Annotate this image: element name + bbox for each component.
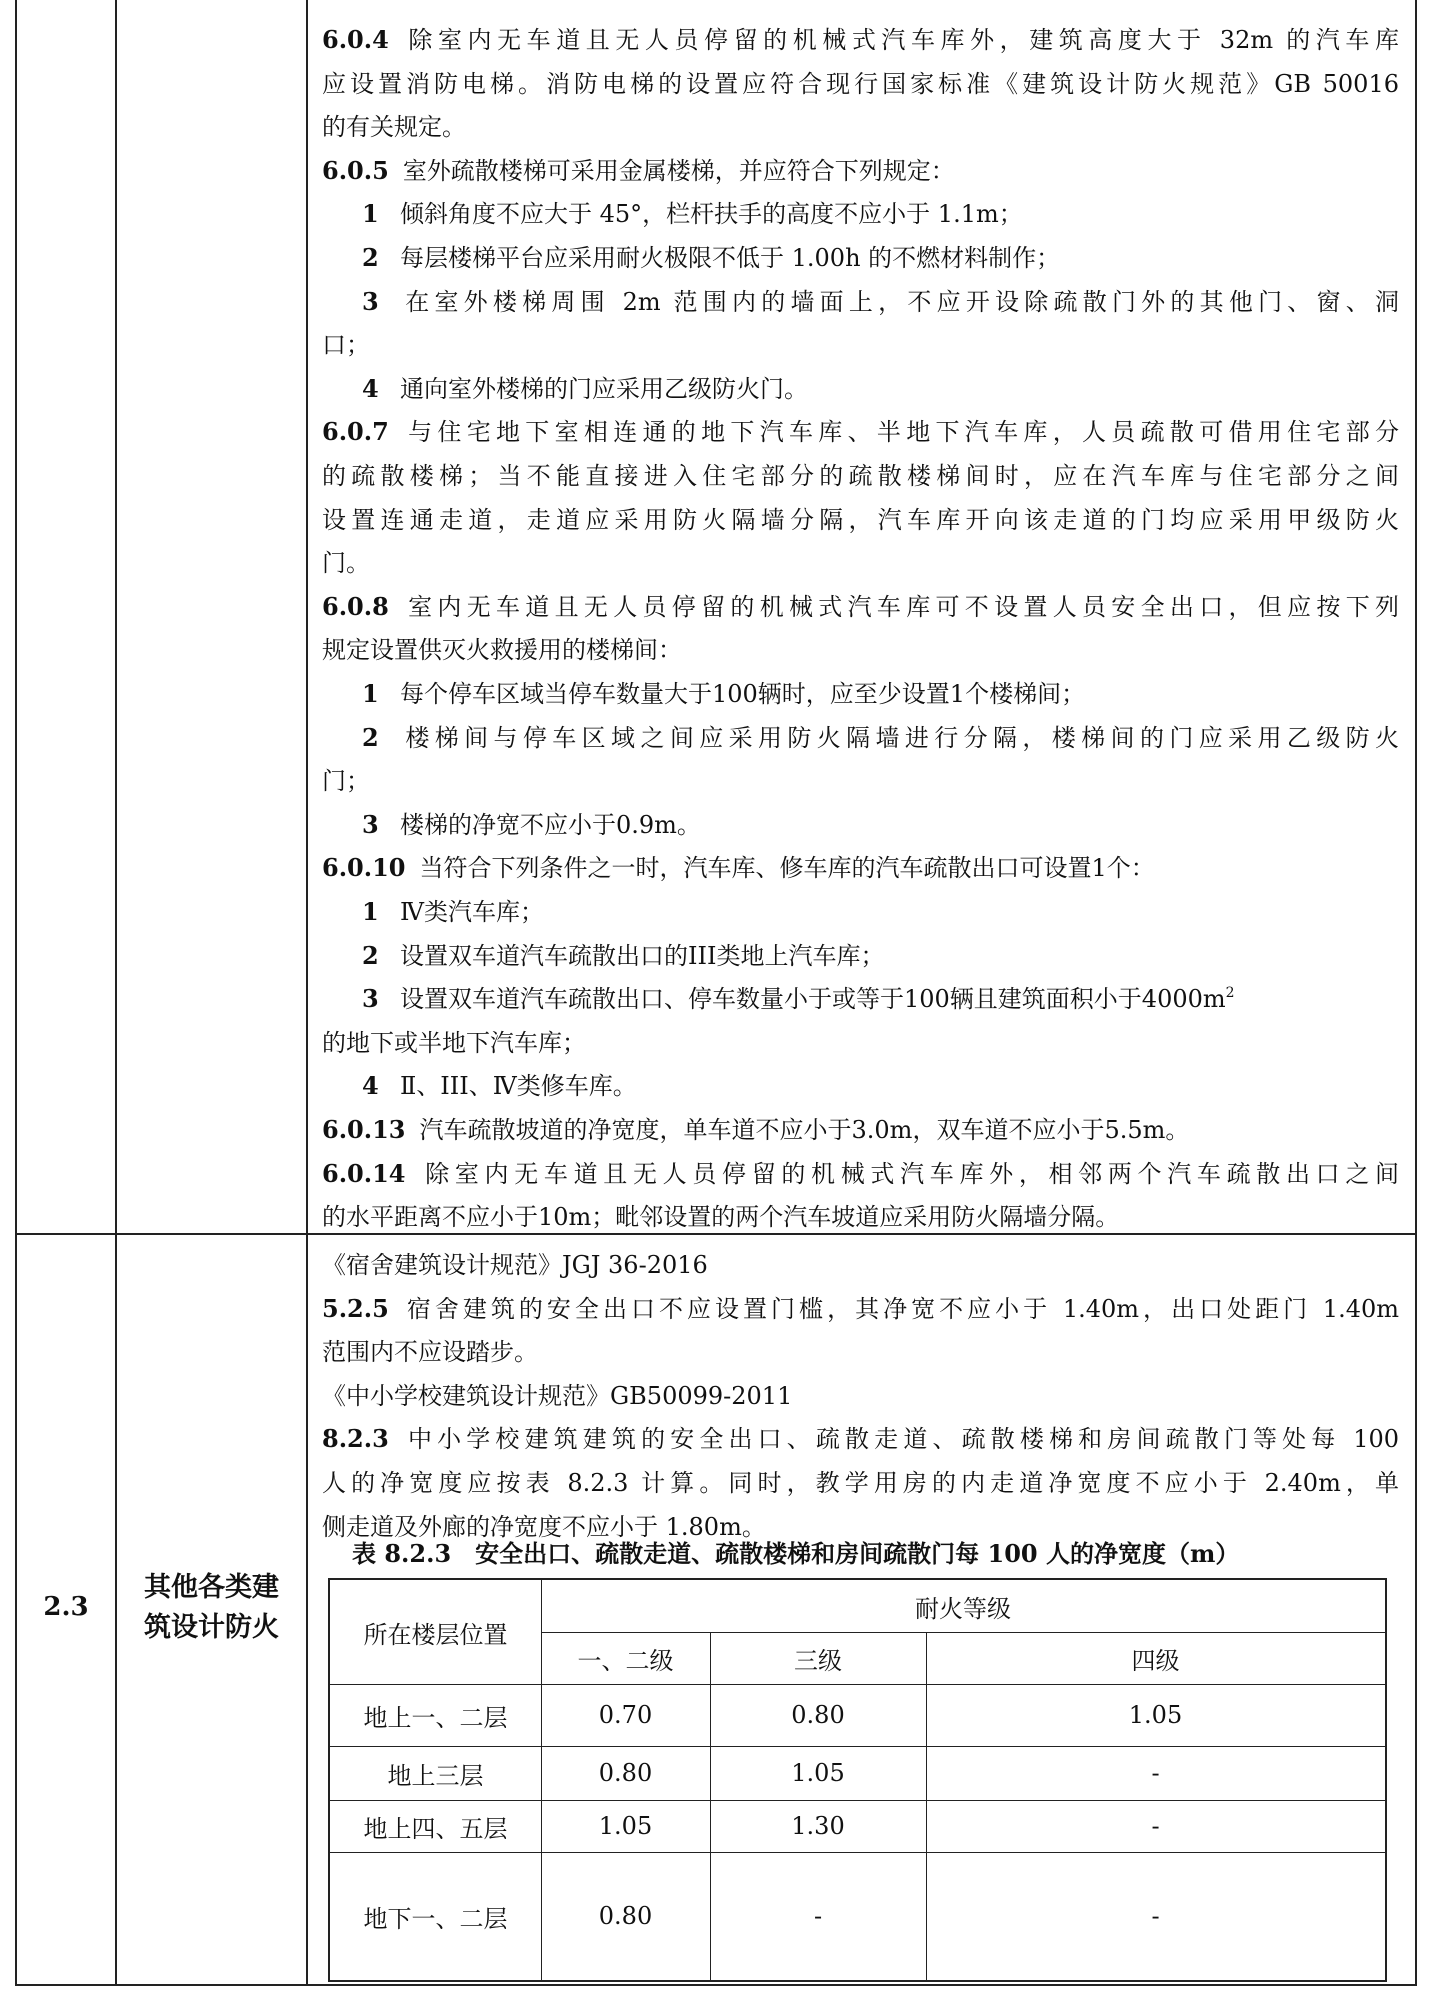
line-text: Ⅱ、III、Ⅳ类修车库。 xyxy=(400,1072,637,1101)
line-text: 在室外楼梯周围 2m 范围内的墙面上，不应开设除疏散门外的其他门、窗、洞 xyxy=(400,287,1399,316)
line-text: 门。 xyxy=(322,549,370,578)
text-line xyxy=(322,62,1399,106)
section-title-line: 筑设计防火 xyxy=(144,1612,279,1643)
document-page xyxy=(15,0,1417,1986)
line-text: 与住宅地下室相连通的地下汽车库、半地下汽车库，人员疏散可借用住宅部分 xyxy=(402,418,1399,447)
list-item xyxy=(322,977,1399,1021)
line-text: 楼梯的净宽不应小于0.9m。 xyxy=(400,810,701,839)
column-divider xyxy=(115,0,117,1984)
table-cell: 0.80 xyxy=(791,1701,845,1729)
item-number: 3 xyxy=(362,286,379,316)
list-item xyxy=(322,934,1399,978)
clause-first-line xyxy=(322,1108,1399,1152)
line-text: 楼梯间与停车区域之间应采用防火隔墙进行分隔，楼梯间的门应采用乙级防火 xyxy=(400,723,1399,752)
text-line xyxy=(322,105,1399,149)
text-line xyxy=(322,1330,1399,1374)
table-column-header: 三级 xyxy=(794,1646,842,1675)
list-item xyxy=(322,890,1399,934)
item-number: 1 xyxy=(362,679,379,708)
clause-first-line xyxy=(322,149,1399,193)
table-divider xyxy=(330,1800,1385,1801)
line-text: 设置双车道汽车疏散出口的III类地上汽车库； xyxy=(400,941,885,970)
line-text: 室外疏散楼梯可采用金属楼梯，并应符合下列规定： xyxy=(402,156,955,185)
table-row-header: 所在楼层位置 xyxy=(363,1620,508,1649)
column-divider xyxy=(306,0,308,1984)
clause-number: 6.0.7 xyxy=(322,417,389,447)
table-group-header: 耐火等级 xyxy=(915,1594,1011,1623)
table-cell: 0.70 xyxy=(598,1701,653,1729)
table-cell: 1.30 xyxy=(791,1812,845,1840)
table-cell: - xyxy=(1151,1812,1160,1840)
list-item xyxy=(322,803,1399,847)
item-number: 3 xyxy=(362,984,379,1014)
text-line xyxy=(322,759,1399,803)
line-text: 每个停车区域当停车数量大于100辆时，应至少设置1个楼梯间； xyxy=(400,680,1086,708)
line-text: 规定设置供灭火救援用的楼梯间： xyxy=(322,636,682,665)
clause-number: 6.0.5 xyxy=(322,155,389,185)
line-text: 通向室外楼梯的门应采用乙级防火门。 xyxy=(400,374,808,403)
row-2-content xyxy=(322,1243,1399,1543)
line-text: 口； xyxy=(322,331,370,360)
item-number: 1 xyxy=(362,199,379,229)
line-text: Ⅳ类汽车库； xyxy=(400,898,544,926)
item-number: 2 xyxy=(362,940,379,970)
clause-number: 6.0.8 xyxy=(322,591,389,621)
list-item xyxy=(322,192,1399,236)
line-text: 的疏散楼梯；当不能直接进入住宅部分的疏散楼梯间时，应在汽车库与住宅部分之间 xyxy=(322,462,1399,490)
line-text: 的有关规定。 xyxy=(322,113,466,142)
table-cell: 1.05 xyxy=(598,1812,653,1840)
standard-reference xyxy=(322,1243,1399,1287)
table-cell: - xyxy=(1151,1759,1160,1787)
line-text: 门； xyxy=(322,767,370,796)
table-divider xyxy=(330,1746,1385,1747)
clause-number: 6.0.10 xyxy=(322,853,406,883)
row-1-content xyxy=(322,18,1399,1232)
table-cell: 0.80 xyxy=(598,1902,653,1930)
section-title xyxy=(117,1568,306,1648)
line-text: 宿舍建筑的安全出口不应设置门槛，其净宽不应小于 1.40m，出口处距门 1.40m xyxy=(402,1294,1399,1323)
line-text: 除室内无车道且无人员停留的机械式汽车库外，建筑高度大于 32m 的汽车库 xyxy=(402,26,1399,54)
table-column-header: 一、二级 xyxy=(577,1646,674,1675)
fire-rating-width-table xyxy=(328,1578,1387,1982)
table-divider xyxy=(330,1852,1385,1853)
table-cell: 1.05 xyxy=(791,1759,845,1787)
text-line xyxy=(322,1021,1399,1065)
clause-first-line xyxy=(322,1152,1399,1196)
text-line xyxy=(322,498,1399,542)
clause-first-line xyxy=(322,585,1399,629)
list-item xyxy=(322,672,1399,716)
item-number: 1 xyxy=(362,897,379,926)
clause-first-line xyxy=(322,846,1399,890)
table-cell: 0.80 xyxy=(598,1759,653,1787)
clause-number: 6.0.13 xyxy=(322,1115,406,1144)
clause-first-line xyxy=(322,410,1399,454)
item-number: 3 xyxy=(362,809,379,839)
clause-first-line xyxy=(322,1417,1399,1461)
text-line xyxy=(322,1195,1399,1239)
table-row-label: 地上三层 xyxy=(387,1761,484,1790)
clause-number: 5.2.5 xyxy=(322,1293,389,1323)
table-row-label: 地下一、二层 xyxy=(363,1904,508,1933)
item-number: 2 xyxy=(362,243,379,272)
table-cell: - xyxy=(813,1902,823,1930)
list-item xyxy=(322,236,1399,280)
line-text: 中小学校建筑建筑的安全出口、疏散走道、疏散楼梯和房间疏散门等处每 100 xyxy=(402,1425,1399,1454)
line-text: 除室内无车道且无人员停留的机械式汽车库外，相邻两个汽车疏散出口之间 xyxy=(419,1159,1399,1188)
clause-number: 8.2.3 xyxy=(322,1424,389,1454)
item-number: 2 xyxy=(362,722,379,752)
text-line xyxy=(322,323,1399,367)
list-item xyxy=(322,367,1399,411)
text-line xyxy=(322,628,1399,672)
line-text: 倾斜角度不应大于 45°，栏杆扶手的高度不应小于 1.1m； xyxy=(400,200,1023,229)
line-text: 的地下或半地下汽车库； xyxy=(322,1028,586,1057)
clause-number: 6.0.4 xyxy=(322,25,389,54)
item-number: 4 xyxy=(362,373,379,403)
line-text: 范围内不应设踏步。 xyxy=(322,1338,538,1367)
line-text: 设置双车道汽车疏散出口、停车数量小于或等于100辆且建筑面积小于4000m xyxy=(400,985,1226,1014)
text-line xyxy=(322,541,1399,585)
table-cell: - xyxy=(1151,1902,1160,1930)
list-item xyxy=(322,280,1399,324)
line-text: 室内无车道且无人员停留的机械式汽车库可不设置人员安全出口，但应按下列 xyxy=(402,592,1399,621)
table-divider xyxy=(541,1632,1385,1633)
line-text: 当符合下列条件之一时，汽车库、修车库的汽车疏散出口可设置1个： xyxy=(419,854,1155,883)
section-title-line: 其他各类建 xyxy=(144,1572,279,1603)
table-row-label: 地上一、二层 xyxy=(363,1703,508,1732)
line-text: 侧走道及外廊的净宽度不应小于 1.80m。 xyxy=(322,1512,766,1541)
line-text: 人的净宽度应按表 8.2.3 计算。同时，教学用房的内走道净宽度不应小于 2.40m，单 xyxy=(322,1469,1399,1497)
text-line xyxy=(322,1461,1399,1505)
line-text: 每层楼梯平台应采用耐火极限不低于 1.00h 的不燃材料制作； xyxy=(400,244,1061,272)
line-text: 设置连通走道，走道应采用防火隔墙分隔，汽车库开向该走道的门均应采用甲级防火 xyxy=(322,505,1399,534)
table-caption: 表 8.2.3 安全出口、疏散走道、疏散楼梯和房间疏散门每 100 人的净宽度（m） xyxy=(352,1539,1240,1568)
clause-first-line xyxy=(322,1287,1399,1331)
standard-reference xyxy=(322,1374,1399,1418)
table-column-header: 四级 xyxy=(1131,1646,1180,1675)
table-cell: 1.05 xyxy=(1128,1701,1183,1729)
list-item xyxy=(322,1064,1399,1108)
superscript: 2 xyxy=(1225,985,1235,1002)
text-line xyxy=(322,454,1399,498)
table-row-label: 地上四、五层 xyxy=(363,1814,508,1843)
line-text: 《宿舍建筑设计规范》JGJ 36-2016 xyxy=(322,1251,708,1279)
section-number: 2.3 xyxy=(43,1592,89,1622)
table-divider xyxy=(541,1580,542,1980)
line-text: 汽车疏散坡道的净宽度，单车道不应小于3.0m，双车道不应小于5.5m。 xyxy=(419,1116,1190,1144)
clause-number: 6.0.14 xyxy=(322,1158,406,1188)
line-text: 的水平距离不应小于10m；毗邻设置的两个汽车坡道应采用防火隔墙分隔。 xyxy=(322,1203,1120,1232)
line-text: 《中小学校建筑设计规范》GB50099-2011 xyxy=(322,1381,793,1410)
item-number: 4 xyxy=(362,1071,379,1101)
clause-first-line xyxy=(322,18,1399,62)
line-text: 应设置消防电梯。消防电梯的设置应符合现行国家标准《建筑设计防火规范》GB 50016 xyxy=(322,69,1399,98)
table-divider xyxy=(330,1684,1385,1685)
list-item xyxy=(322,716,1399,760)
